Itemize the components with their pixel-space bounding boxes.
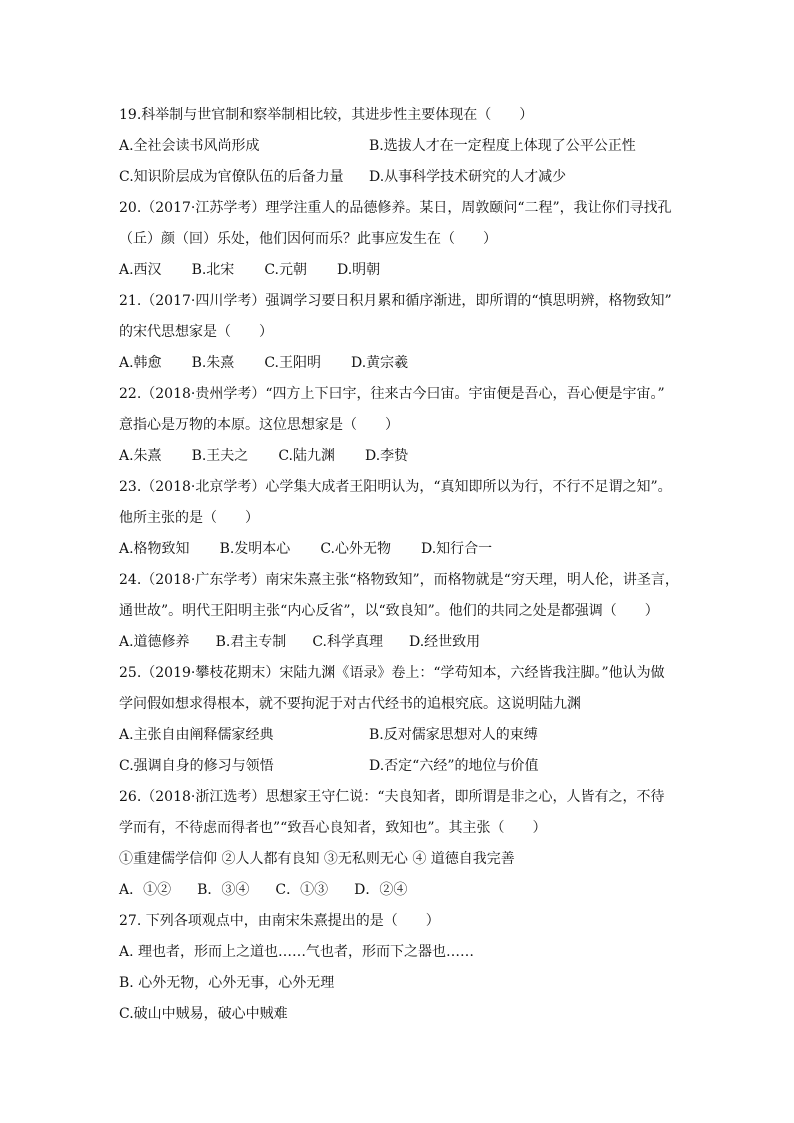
option-c: C.强调自身的修习与领悟 (119, 758, 274, 774)
question-24 (119, 565, 699, 658)
option-c: C.科学真理 (312, 634, 383, 650)
option-c: C．①③ (275, 882, 329, 898)
question-statements: ①重建儒学信仰 ②人人都有良知 ③无私则无心 ④ 道德自我完善 (119, 851, 515, 867)
option-d: D.李贽 (364, 448, 409, 464)
option-row (119, 348, 699, 379)
option-d: D.明朝 (336, 262, 381, 278)
question-stem: （丘）颜（回）乐处，他们因何而乐？此事应发生在（ ） (119, 231, 497, 247)
option-a: A.格物致知 (119, 541, 190, 557)
question-stem: 20.（2017·江苏学考）理学注重人的品德修养。某日，周敦颐问“二程”，我让你们寻找孔 (119, 200, 672, 216)
question-19 (119, 100, 699, 193)
question-21 (119, 286, 699, 379)
option-row (119, 131, 699, 162)
option-a: A.道德修养 (119, 634, 190, 650)
question-25 (119, 658, 699, 782)
option-row (119, 255, 699, 286)
option-row (119, 441, 699, 472)
option-row (119, 751, 699, 782)
option-a: A.西汉 (119, 262, 162, 278)
question-stem: 22.（2018·贵州学考）“四方上下曰宇，往来古今曰宙。宇宙便是吾心，吾心便是宇宙。” (119, 386, 665, 402)
question-stem: 25.（2019·攀枝花期末）宋陆九渊《语录》卷上：“学苟知本，六经皆我注脚。”他认为做 (119, 665, 665, 681)
question-stem: 通世故”。明代王阳明主张“内心反省”，以“致良知”。他们的共同之处是都强调（ ） (119, 603, 659, 619)
option-c: C.元朝 (264, 262, 307, 278)
option-b: B.北宋 (191, 262, 235, 278)
question-stem: 学问假如想求得根本，就不要拘泥于对古代经书的追根究底。这说明陆九渊 (119, 696, 581, 712)
option-row (119, 627, 699, 658)
option-c: C.知识阶层成为官僚队伍的后备力量 (119, 169, 344, 185)
question-stem: 学而有，不待虑而得者也”“致吾心良知者，致知也”。其主张（ ） (119, 820, 547, 836)
question-26 (119, 782, 699, 906)
option-d: D.从事科学技术研究的人才减少 (369, 169, 567, 185)
option-row (119, 534, 699, 565)
question-stem: 意指心是万物的本原。这位思想家是（ ） (119, 417, 399, 433)
option-d: D.经世致用 (408, 634, 481, 650)
option-d: D.否定“六经”的地位与价值 (369, 758, 539, 774)
option-d: D.知行合一 (420, 541, 493, 557)
question-27 (119, 906, 699, 1030)
option-c: C.心外无物 (320, 541, 391, 557)
option-b: B.发明本心 (219, 541, 291, 557)
question-20 (119, 193, 699, 286)
option-b: B. 心外无物，心外无事，心外无理 (119, 975, 335, 991)
question-stem: 23.（2018·北京学考）心学集大成者王阳明认为，“真知即所以为行，不行不足谓之知”。 (119, 479, 672, 495)
question-stem: 19.科举制与世官制和察举制相比较，其进步性主要体现在（ ） (119, 107, 534, 123)
option-row (119, 720, 699, 751)
question-stem: 他所主张的是（ ） (119, 510, 259, 526)
option-b: B.朱熹 (191, 355, 235, 371)
option-a: A.主张自由阐释儒家经典 (119, 727, 274, 743)
option-a: A．①② (119, 882, 172, 898)
option-b: B.选拔人才在一定程度上体现了公平公正性 (369, 138, 636, 154)
option-a: A. 理也者，形而上之道也……气也者，形而下之器也…… (119, 944, 475, 960)
question-22 (119, 379, 699, 472)
option-c: C.陆九渊 (278, 448, 335, 464)
question-stem: 的宋代思想家是（ ） (119, 324, 273, 340)
option-b: B．③④ (197, 882, 250, 898)
option-a: A.全社会读书风尚形成 (119, 138, 260, 154)
option-row (119, 875, 699, 906)
option-d: D.黄宗羲 (350, 355, 409, 371)
option-a: A.韩愈 (119, 355, 162, 371)
question-23 (119, 472, 699, 565)
question-stem: 26.（2018·浙江选考）思想家王守仁说：“夫良知者，即所谓是非之心，人皆有之，不待 (119, 789, 665, 805)
option-b: B.君主专制 (215, 634, 287, 650)
question-stem: 27. 下列各项观点中，由南宋朱熹提出的是（ ） (119, 913, 440, 929)
option-c: C.王阳明 (264, 355, 321, 371)
option-b: B.王夫之 (191, 448, 249, 464)
option-d: D．②④ (354, 882, 408, 898)
option-a: A.朱熹 (119, 448, 162, 464)
question-list (119, 100, 699, 1030)
option-c: C.破山中贼易，破心中贼难 (119, 1006, 288, 1022)
option-row (119, 162, 699, 193)
question-stem: 24.（2018·广东学考）南宋朱熹主张“格物致知”，而格物就是“穷天理，明人伦，讲圣言， (119, 572, 679, 588)
question-stem: 21.（2017·四川学考）强调学习要日积月累和循序渐进，即所谓的“慎思明辨，格物致知” (119, 293, 672, 309)
option-b: B.反对儒家思想对人的束缚 (369, 727, 538, 743)
